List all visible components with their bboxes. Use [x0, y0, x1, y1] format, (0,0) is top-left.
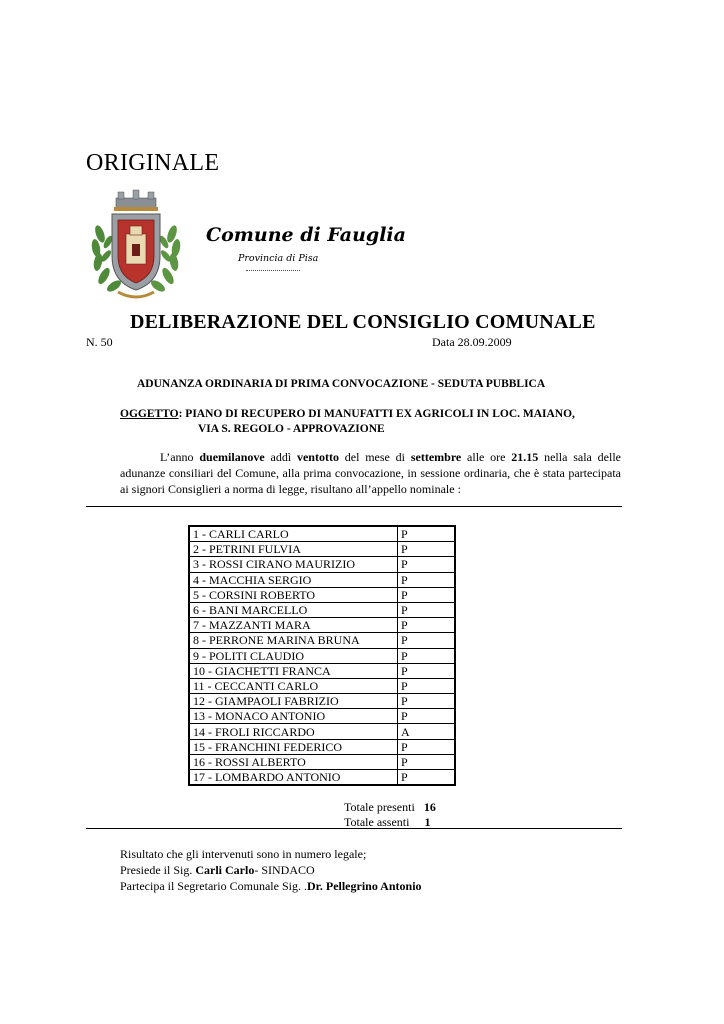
intro-text: nella sala delle adunanze consiliari del Comune, alla prima convocazione, in sessione ordinaria, che è stata partecipata ai signori Consiglieri a norma di legge, risultano all’appello nominale : [120, 450, 621, 496]
table-row [189, 572, 455, 587]
document-title: DELIBERAZIONE DEL CONSIGLIO COMUNALE [130, 311, 596, 333]
decorative-divider [246, 270, 300, 271]
total-present-row [344, 800, 436, 815]
councillor-name: 17 - LOMBARDO ANTONIO [189, 770, 398, 786]
president-line [120, 862, 422, 878]
table-row [189, 678, 455, 693]
municipality-name: Comune di Fauglia [206, 224, 406, 246]
total-absent-label: Totale assenti [344, 815, 410, 829]
intro-text: addì [264, 450, 297, 464]
deliberation-number: N. 50 [86, 335, 113, 349]
table-row [189, 694, 455, 709]
intro-month: settembre [410, 450, 462, 464]
secretary-line [120, 878, 422, 894]
councillor-name: 13 - MONACO ANTONIO [189, 709, 398, 724]
councillor-name: 2 - PETRINI FULVIA [189, 542, 398, 557]
attendance-status: P [398, 602, 456, 617]
table-row [189, 602, 455, 617]
table-row [189, 542, 455, 557]
attendance-status: P [398, 694, 456, 709]
president-name: Carli Carlo [195, 863, 255, 877]
attendance-status: P [398, 770, 456, 786]
table-row [189, 724, 455, 739]
councillor-name: 5 - CORSINI ROBERTO [189, 587, 398, 602]
totals-block [344, 800, 436, 830]
intro-paragraph [120, 449, 621, 497]
councillor-name: 8 - PERRONE MARINA BRUNA [189, 633, 398, 648]
table-row [189, 648, 455, 663]
roll-call-table [188, 525, 456, 786]
intro-day: ventotto [296, 450, 339, 464]
intro-text: alle ore [461, 450, 512, 464]
councillor-name: 7 - MAZZANTI MARA [189, 618, 398, 633]
table-row [189, 739, 455, 754]
province-name: Provincia di Pisa [238, 253, 319, 264]
municipal-crest-logo [86, 184, 186, 308]
president-text: Presiede il Sig. [120, 863, 196, 877]
subject-text-1: : PIANO DI RECUPERO DI MANUFATTI EX AGRICOLI IN LOC. MAIANO, [178, 408, 575, 420]
intro-time: 21.15 [511, 450, 539, 464]
total-present-label: Totale presenti [344, 800, 415, 814]
intro-year: duemilanove [199, 450, 265, 464]
table-row [189, 770, 455, 786]
document-label-originale: ORIGINALE [86, 150, 220, 176]
councillor-name: 9 - POLITI CLAUDIO [189, 648, 398, 663]
councillor-name: 3 - ROSSI CIRANO MAURIZIO [189, 557, 398, 572]
intro-text: del mese di [338, 450, 411, 464]
table-row [189, 663, 455, 678]
councillor-name: 1 - CARLI CARLO [189, 526, 398, 542]
councillor-name: 6 - BANI MARCELLO [189, 602, 398, 617]
footer-block [120, 846, 422, 894]
table-row [189, 754, 455, 769]
councillor-name: 11 - CECCANTI CARLO [189, 678, 398, 693]
table-row [189, 633, 455, 648]
secretary-name: Dr. Pellegrino Antonio [306, 879, 422, 893]
table-row [189, 618, 455, 633]
shield-icon [112, 214, 160, 290]
quorum-line: Risultato che gli intervenuti sono in numero legale; [120, 847, 367, 861]
attendance-status: P [398, 663, 456, 678]
table-row [189, 709, 455, 724]
attendance-status: P [398, 587, 456, 602]
attendance-status: P [398, 618, 456, 633]
intro-text: L’anno [160, 450, 200, 464]
horizontal-rule [86, 828, 622, 829]
table-row [189, 587, 455, 602]
subject-block [120, 407, 575, 437]
total-absent-value: 1 [424, 815, 431, 829]
attendance-status: P [398, 678, 456, 693]
total-present-value: 16 [423, 800, 436, 814]
attendance-status: P [398, 557, 456, 572]
crown-icon [114, 190, 158, 211]
attendance-status: P [398, 526, 456, 542]
attendance-status: P [398, 739, 456, 754]
councillor-name: 16 - ROSSI ALBERTO [189, 754, 398, 769]
attendance-status: P [398, 709, 456, 724]
horizontal-rule [86, 506, 622, 507]
subject-line-1 [120, 407, 575, 422]
subject-line-2: VIA S. REGOLO - APPROVAZIONE [198, 423, 385, 435]
table-row [189, 526, 455, 542]
attendance-status: P [398, 648, 456, 663]
attendance-status: P [398, 754, 456, 769]
attendance-status: A [398, 724, 456, 739]
councillor-name: 14 - FROLI RICCARDO [189, 724, 398, 739]
subject-label: OGGETTO [120, 408, 179, 420]
secretary-text: Partecipa il Segretario Comunale Sig. . [120, 879, 307, 893]
session-heading: ADUNANZA ORDINARIA DI PRIMA CONVOCAZIONE - SEDUTA PUBBLICA [137, 378, 546, 390]
councillor-name: 4 - MACCHIA SERGIO [189, 572, 398, 587]
attendance-status: P [398, 572, 456, 587]
councillor-name: 10 - GIACHETTI FRANCA [189, 663, 398, 678]
councillor-name: 12 - GIAMPAOLI FABRIZIO [189, 694, 398, 709]
attendance-status: P [398, 633, 456, 648]
president-role: - SINDACO [254, 863, 315, 877]
councillor-name: 15 - FRANCHINI FEDERICO [189, 739, 398, 754]
table-row [189, 557, 455, 572]
deliberation-date: Data 28.09.2009 [432, 335, 512, 349]
attendance-status: P [398, 542, 456, 557]
